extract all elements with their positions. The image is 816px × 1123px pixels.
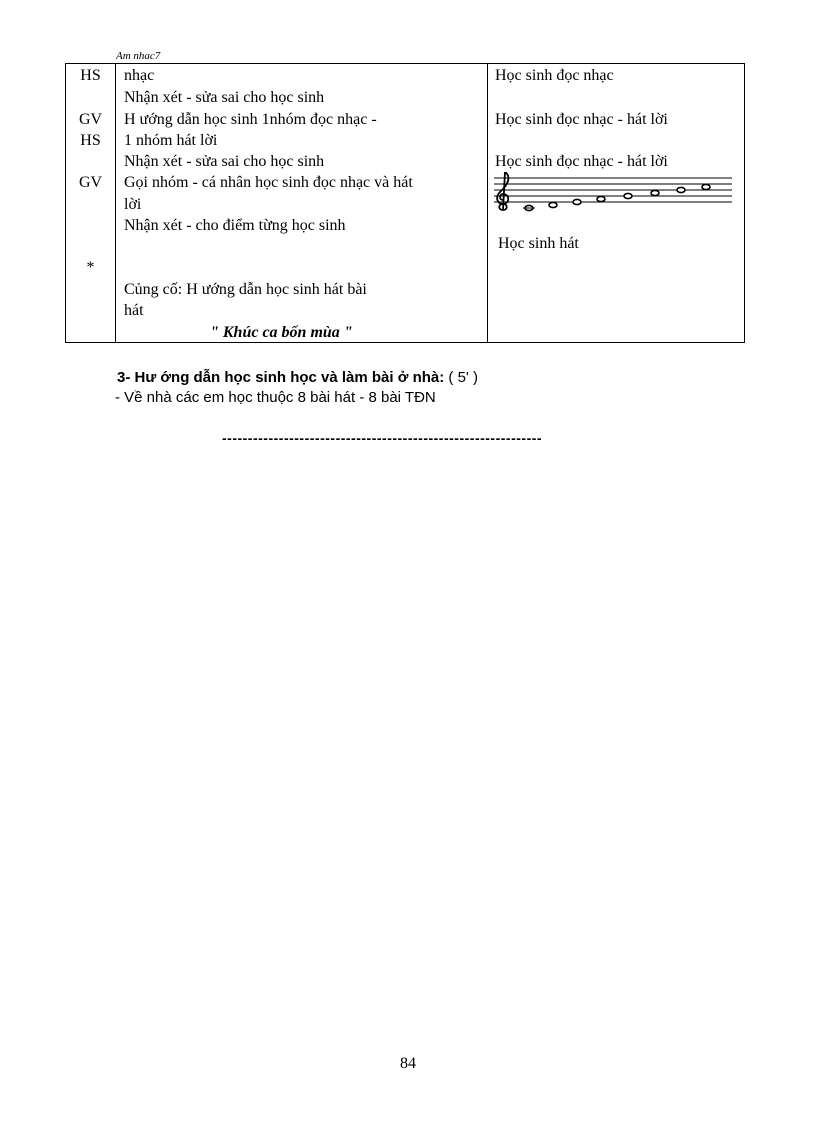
role-label: HS xyxy=(80,67,101,84)
teacher-line: Gọi nhóm - cá nhân học sinh đọc nhạc và hát xyxy=(124,174,413,191)
column-divider xyxy=(115,64,116,342)
lesson-table xyxy=(65,63,745,343)
role-label: GV xyxy=(78,111,103,128)
teacher-line: Củng cố: H ướng dẫn học sinh hát bài xyxy=(124,281,367,298)
student-line: Học sinh hát xyxy=(498,235,579,252)
student-line: Học sinh đọc nhạc - hát lời xyxy=(495,111,668,128)
separator-line: -------------------------------------------------------------- xyxy=(222,430,543,446)
role-label: GV xyxy=(78,174,103,191)
teacher-line: nhạc xyxy=(124,67,155,84)
role-label: HS xyxy=(80,132,101,149)
section-duration: ( 5' ) xyxy=(444,369,478,386)
section-title xyxy=(117,369,478,386)
header-label: Am nhac7 xyxy=(116,50,161,62)
teacher-line: H ướng dẫn học sinh 1nhóm đọc nhạc - xyxy=(124,111,377,128)
role-label: * xyxy=(86,259,95,276)
teacher-line: hát xyxy=(124,302,144,319)
teacher-line: lời xyxy=(124,196,142,213)
teacher-line: 1 nhóm hát lời xyxy=(124,132,218,149)
teacher-line: Nhận xét - cho điểm từng học sinh xyxy=(124,217,346,234)
homework-line: - Về nhà các em học thuộc 8 bài hát - 8 bài TĐN xyxy=(115,389,436,406)
student-line: Học sinh đọc nhạc - hát lời xyxy=(495,153,668,170)
page-number: 84 xyxy=(400,1055,416,1072)
teacher-line: Nhận xét - sửa sai cho học sinh xyxy=(124,89,325,106)
column-divider xyxy=(487,64,488,342)
section-title-text: 3- Hư ớng dẫn học sinh học và làm bài ở nhà: xyxy=(117,369,445,386)
student-line: Học sinh đọc nhạc xyxy=(495,67,614,84)
music-staff-scale-icon xyxy=(494,172,734,216)
teacher-line: Nhận xét - sửa sai cho học sinh xyxy=(124,153,325,170)
song-title: " Khúc ca bốn mùa " xyxy=(210,324,353,341)
